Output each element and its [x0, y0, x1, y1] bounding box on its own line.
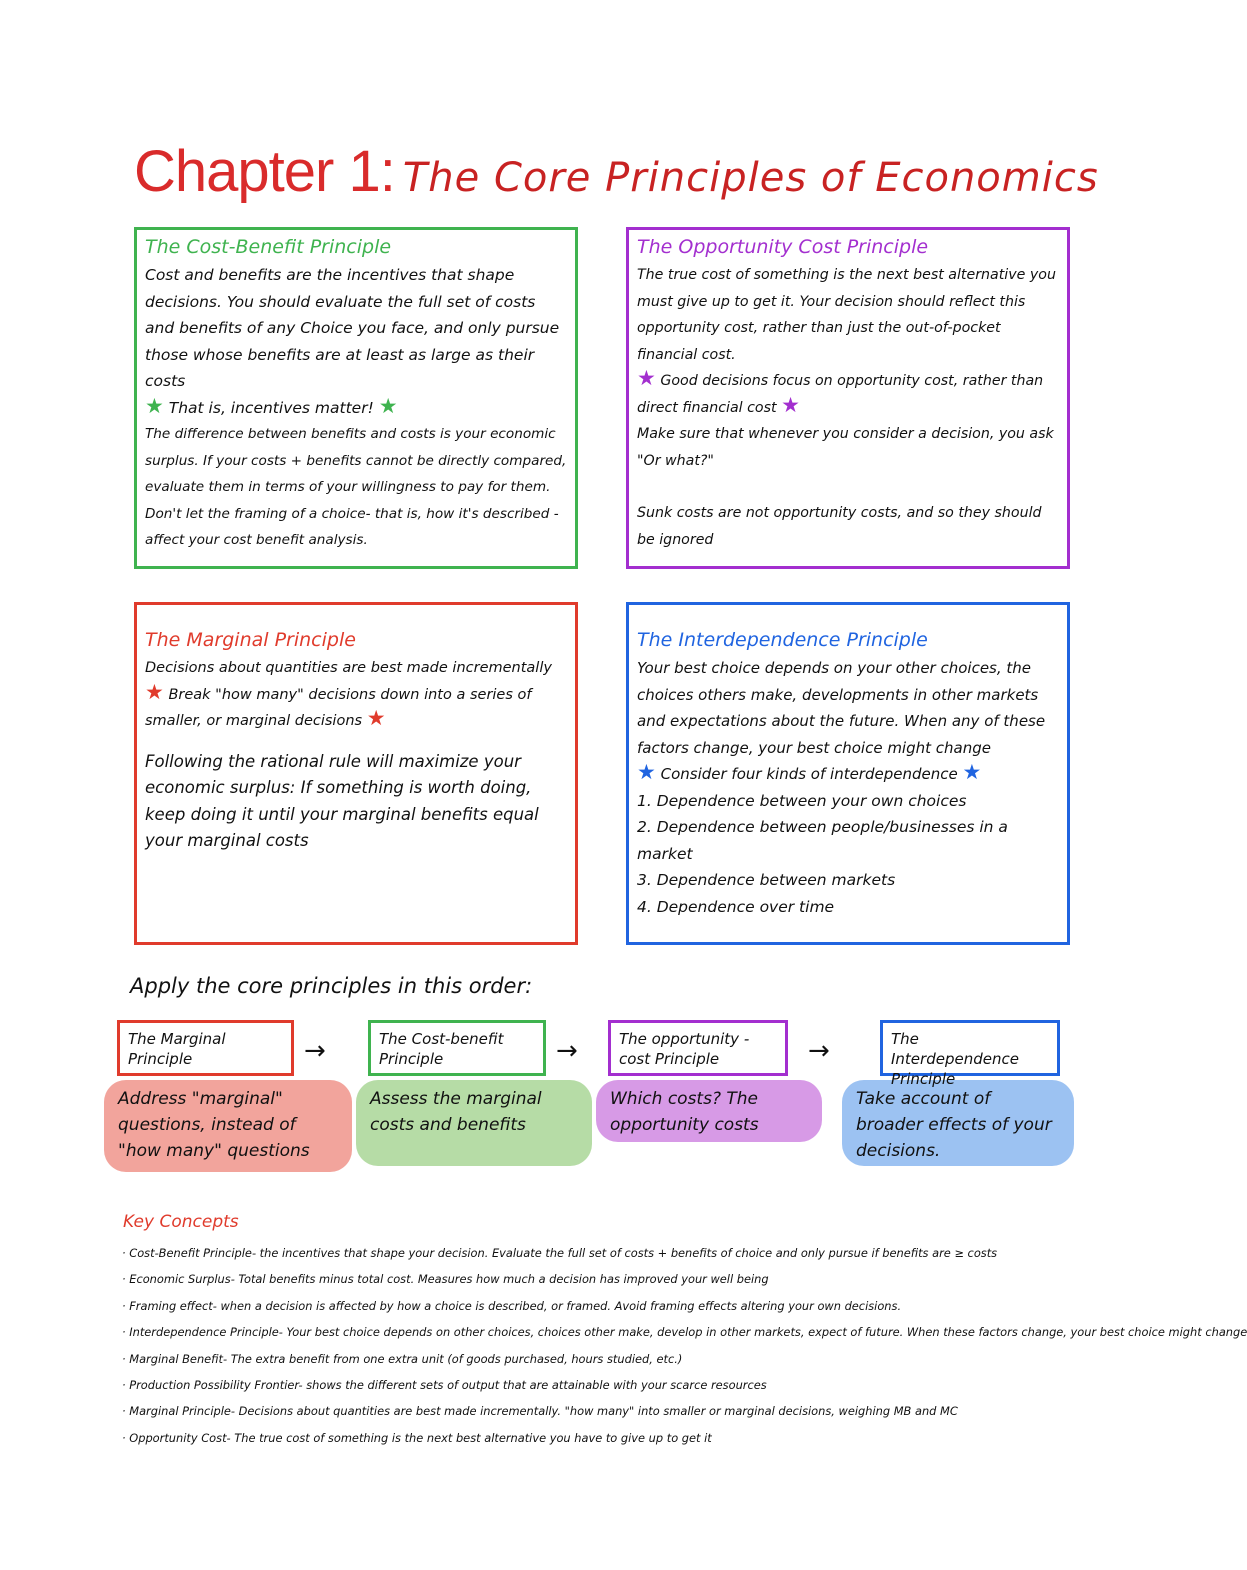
- cost-benefit-para2: The difference between benefits and costs is your economic surplus. If your costs + benefits cannot be directly compared, evaluate them in terms of your willingness to pay for them.: [145, 426, 567, 495]
- star-icon: ★: [378, 393, 398, 418]
- list-item: 3. Dependence between markets: [637, 871, 896, 889]
- cost-benefit-box: [134, 227, 578, 569]
- apply-heading: Apply the core principles in this order:: [130, 974, 533, 998]
- chapter-title: The Core Principles of Economics: [402, 155, 1099, 201]
- star-line-text: Break "how many" decisions down into a series of smaller, or marginal decisions: [145, 686, 532, 729]
- opportunity-cost-para1: The true cost of something is the next best alternative you must give up to get it. Your decision should reflect this opportunity cost, rather than just the out-of-pocket financial cost.: [637, 267, 1056, 363]
- opportunity-cost-heading: The Opportunity Cost Principle: [637, 236, 929, 258]
- opportunity-cost-para2: Make sure that whenever you consider a decision, you ask "Or what?": [637, 426, 1054, 469]
- interdependence-list: [637, 788, 1059, 921]
- marginal-para2: Following the rational rule will maximize your economic surplus: If something is worth doing, keep doing it until your marginal benefits equal your marginal costs: [145, 751, 539, 850]
- star-line-text: Consider four kinds of interdependence: [660, 765, 958, 783]
- arrow-icon: →: [808, 1036, 830, 1066]
- page-title: [134, 138, 1099, 205]
- step-interdependence: The Interdependence Principle: [880, 1020, 1060, 1076]
- key-concepts-list: [122, 1240, 1247, 1451]
- opportunity-cost-para3: Sunk costs are not opportunity costs, and so they should be ignored: [637, 505, 1042, 548]
- note-marginal: Address "marginal" questions, instead of "how many" questions: [104, 1080, 352, 1172]
- chapter-label: Chapter 1: [134, 139, 380, 204]
- list-item: 1. Dependence between your own choices: [637, 791, 967, 810]
- cost-benefit-para1: Cost and benefits are the incentives that shape decisions. You should evaluate the full set of costs and benefits of any Choice you face, and only pursue those whose benefits are at least as large as their costs: [145, 266, 560, 390]
- interdependence-star-line: [637, 761, 1059, 788]
- step-cost-benefit: The Cost-benefit Principle: [368, 1020, 546, 1076]
- star-icon: ★: [145, 393, 164, 418]
- list-item: · Marginal Principle- Decisions about quantities are best made incrementally. "how many" into smaller or marginal decisions, weighing MB and MC: [122, 1398, 1082, 1424]
- star-line-text: That is, incentives matter!: [168, 398, 374, 417]
- note-opportunity-cost: Which costs? The opportunity costs: [596, 1080, 822, 1142]
- cost-benefit-para3: Don't let the framing of a choice- that is, how it's described - affect your cost benefit analysis.: [145, 505, 559, 548]
- interdependence-box: [626, 602, 1070, 945]
- key-concepts-heading: Key Concepts: [123, 1212, 239, 1232]
- star-icon: ★: [637, 760, 656, 784]
- opportunity-cost-box: [626, 227, 1070, 569]
- note-cost-benefit: Assess the marginal costs and benefits: [356, 1080, 592, 1166]
- list-item: · Marginal Benefit- The extra benefit from one extra unit (of goods purchased, hours studied, etc.): [122, 1346, 1082, 1372]
- list-item: · Economic Surplus- Total benefits minus total cost. Measures how much a decision has improved your well being: [122, 1266, 1082, 1292]
- list-item: 2. Dependence between people/businesses in a market: [637, 818, 1008, 863]
- star-icon: ★: [781, 392, 800, 417]
- cost-benefit-heading: The Cost-Benefit Principle: [145, 236, 392, 258]
- arrow-icon: →: [304, 1036, 326, 1066]
- star-icon: ★: [962, 760, 982, 784]
- list-item: · Interdependence Principle- Your best choice depends on other choices, choices other make, develop in other markets, expect of future. When these factors change, your best choice might change: [122, 1319, 1082, 1345]
- interdependence-para1: Your best choice depends on your other choices, the choices others make, developments in other markets and expectations about the future. When any of these factors change, your best choice might change: [637, 659, 1046, 757]
- marginal-star-line: [145, 679, 567, 735]
- list-item: · Framing effect- when a decision is affected by how a choice is described, or framed. Avoid framing effects altering your own decisions.: [122, 1293, 1082, 1319]
- step-opportunity-cost: The opportunity - cost Principle: [608, 1020, 788, 1076]
- title-separator: :: [379, 139, 395, 204]
- star-icon: ★: [637, 366, 656, 390]
- cost-benefit-star-line: [145, 395, 567, 422]
- opportunity-cost-star-line: [637, 368, 1059, 421]
- note-interdependence: Take account of broader effects of your decisions.: [842, 1080, 1074, 1166]
- list-item: 4. Dependence over time: [637, 897, 835, 916]
- star-icon: ★: [366, 706, 386, 730]
- star-line-text: Good decisions focus on opportunity cost, rather than direct financial cost: [637, 373, 1044, 416]
- arrow-icon: →: [556, 1036, 578, 1066]
- marginal-box: [134, 602, 578, 945]
- star-icon: ★: [145, 679, 164, 704]
- list-item: · Opportunity Cost- The true cost of something is the next best alternative you have to give up to get it: [122, 1425, 1082, 1451]
- step-marginal: The Marginal Principle: [117, 1020, 294, 1076]
- marginal-para1: Decisions about quantities are best made incrementally: [145, 660, 552, 676]
- list-item: · Production Possibility Frontier- shows the different sets of output that are attainable with your scarce resources: [122, 1372, 1082, 1398]
- marginal-heading: The Marginal Principle: [145, 629, 356, 651]
- list-item: · Cost-Benefit Principle- the incentives that shape your decision. Evaluate the full set of costs + benefits of choice and only pursue if benefits are ≥ costs: [122, 1240, 1082, 1266]
- interdependence-heading: The Interdependence Principle: [637, 629, 928, 651]
